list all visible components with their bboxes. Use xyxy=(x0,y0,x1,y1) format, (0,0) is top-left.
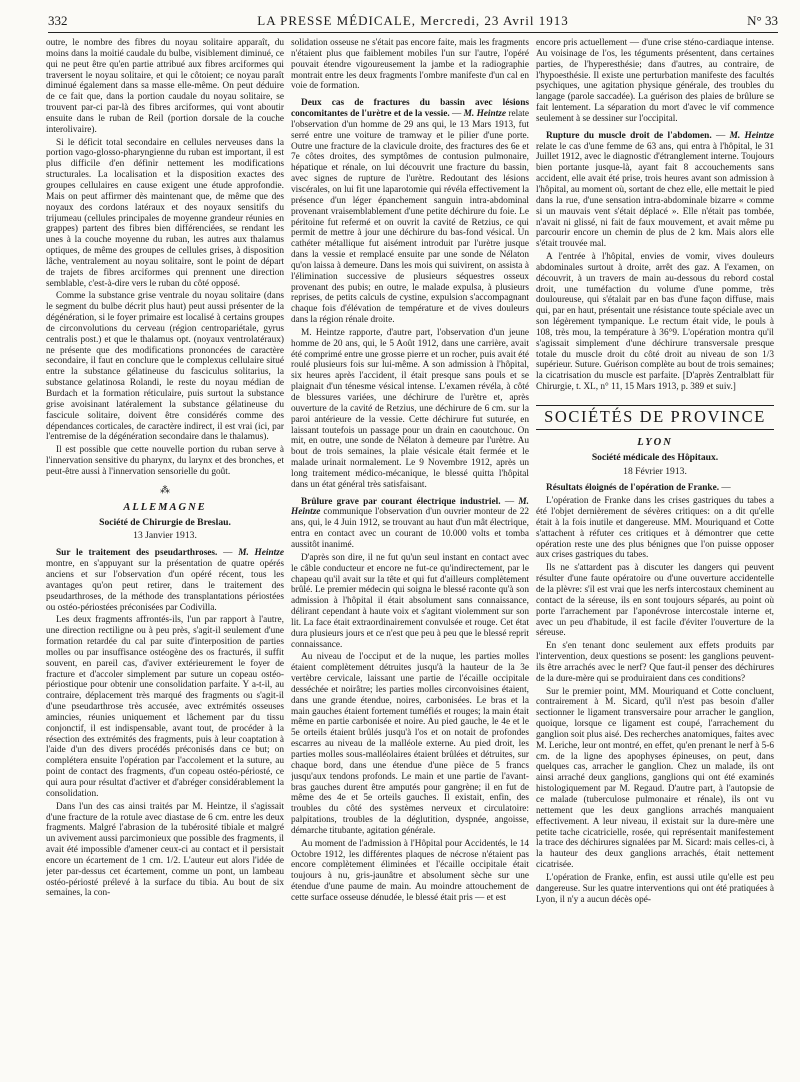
paragraph: Il est possible que cette nouvelle portion du ruban serve à l'innervation sensitive du pharynx, du larynx et des bronches, et peut-être aussi à l'innervation sensorielle du goût. xyxy=(46,445,284,477)
paragraph: Sur le premier point, MM. Mouriquand et Cotte concluent, contrairement à M. Sicard, qu'il n'est pas besoin d'aller sectionner le ligament transversaire pour arracher le ganglion, quoique, lorsque ce ligament est coupé, l'arrachement du ganglion soit plus aisé. Des recherches anatomiques, faites avec M. Leriche, leur ont montré, en effet, qu'en prenant le nerf à 5-6 cm. de la ligne des apophyses épineuses, on peut, dans quelques cas, arracher le ganglion. Chez un malade, ils ont ainsi arraché deux ganglions, ganglions qui ont été examinés histologiquement par M. Regaud. D'autre part, à l'autopsie de ce malade (tuberculose pulmonaire et rénale), ils ont vu nettement que les deux ganglions arrachés manquaient effectivement. A leur niveau, il existait sur la dure-mère une petite tache cicatricielle, rosée, qui représentait manifestement la trace des déchirures signalées par M. Sicard: mais celles-ci, à la hauteur des deux ganglions arrachés, était nettement cicatrisée. xyxy=(536,686,774,871)
session-date: 18 Février 1913. xyxy=(623,465,687,477)
article-text: relate l'observation d'un homme de 29 ans qui, le 13 Mars 1913, fut serré entre une voiture de tramway et le pilier d'une porte. Outre une fracture de la clavicule droite, des fractures des 6e et 7e côtes droites, des symptômes de contusion pulmonaire, hépatique et rénale, on lui découvrit une fracture du bassin, avec signes de rupture de l'urètre. Redoutant des lésions viscérales, on lui fit une laparotomie qui révéla effectivement la présence d'un léger épanchement sanguin intra-abdominal provenant vraisemblablement d'une petite déchirure du foie. Le péritoine fut refermé et on ouvrit la cavité de Retzius, ce qui permit de mettre à jour une déchirure du bas-fond vésical. Un cathéter métallique fut aisément introduit par l'urètre jusque dans la vessie et remplacé ensuite par une sonde de Nélaton qu'on laissa à demeure. Dans les mois qui suivirent, on assista à l'élimination successive de plusieurs séquestres osseux provenant des pubis; en outre, le malade expulsa, à plusieurs reprises, de petits calculs de cystine, expulsion s'accompagnant chaque fois d'élévation de température et de vives douleurs dans la région rénale droite. xyxy=(291,109,529,326)
paragraph: Au niveau de l'occiput et de la nuque, les parties molles étaient complètement détruites jusqu'à la hauteur de la 3e vertèbre cervicale, laissant une partie de l'écaille occipitale desséchée et noirâtre; les parties molles circonvoisines étaient, dans une grande étendue, noires, carbonisées. Le bras et la main gauches étaient fortement tuméfiés et rouges; la main était même en partie carbonisée et noire. Au pied gauche, le 4e et le 5e orteils étaient brûlés jusqu'à l'os et on notait de profondes escarres au niveau de la malléole externe. Au pied droit, les parties molles sous-malléolaires étaient brûlées et détruites, sur chaque bord, dans une étendue d'une pièce de 5 francs jusqu'aux tendons profonds. Le main et une partie de l'avant-bras gauches durent être amputés pour gangrène; il en fut de même des 4e et 5e orteils gauches. Il existait, enfin, des troubles du côté des systèmes nerveux et circulatoire: palpitations, troubles de la déglutition, dyspnée, angoisse, démarche titubante, agitation générale. xyxy=(291,652,529,836)
country-heading: ALLEMAGNE xyxy=(123,501,207,513)
paragraph: En s'en tenant donc seulement aux effets produits par l'intervention, deux questions se posent: les ganglions peuvent-ils être arrachés avec le nerf? Que faut-il penser des déchirures de la dure-mère qui se produiraient dans ces conditions? xyxy=(536,641,774,684)
journal-title: LA PRESSE MÉDICALE, Mercredi, 23 Avril 1913 xyxy=(257,13,569,28)
column-middle xyxy=(291,38,529,1068)
paragraph: Si le déficit total secondaire en cellules nerveuses dans la portion vago-glosso-pharyngienne du ruban est important, il est plus difficile d'en définir nettement les modifications structurales. La localisation et la disposition exactes des groupes cellulaires en cause exigent une étude approfondie. Mais on peut affirmer dès maintenant que, de même que des noyaux des cordons latéraux et des noyaux sensitifs du trijumeau (cellules principales de moyenne grandeur réunies en grappes) partent des fibres bien différenciées, se rendant les unes à la couche moyenne du ruban, les autres aux thalamus optiques, de même des groupes de cellules grises, à disposition lâche, ventralement au noyau solitaire, sont le point de départ de trajets de fibres arciformes qui prennent une direction semblable, c'est-à-dire vers le ruban du côté opposé. xyxy=(46,137,284,289)
dash: — xyxy=(719,483,731,494)
article-paragraph xyxy=(291,98,529,326)
article-text: relate le cas d'une femme de 63 ans, qui entra à l'hôpital, le 31 Juillet 1912, avec le diagnostic d'étranglement interne. Toujours bien portante jusque-là, ayant fait 8 accouchements sans accident, elle avait été prise, trois heures avant son admission à l'hôpital, au moment où, sortant de chez elle, elle mettait le pied dans la rue, d'une sensation intra-abdominale bizarre « comme si un mauvais vent s'était déplacé ». Elle n'était pas tombée, n'avait ni glissé, ni fait de faux mouvement, et avait même pu parcourir encore un chemin de plus de 2 km. Mais alors elle s'était trouvée mal. xyxy=(536,141,774,250)
article-paragraph xyxy=(291,497,529,551)
article-author: M. Heintze xyxy=(729,130,774,141)
article-title: Rupture du muscle droit de l'abdomen. xyxy=(546,130,712,141)
paragraph: A l'entrée à l'hôpital, envies de vomir, vives douleurs abdominales surtout à droite, arrêt des gaz. A l'examen, on découvrit, à un travers de main au-dessous du rebord costal droit, une tuméfaction du volume d'une pomme, très douloureuse, qui s'étalait par en bas d'une façon diffuse, mais qui, par en haut, présentait une résistance toute spéciale avec un son légèrement tympanique. Le rectum était vide, le pouls à 108, très mou, la température à 36°9. L'opération montra qu'il s'agissait simplement d'une déchirure transversale presque totale du muscle droit du côté droit au niveau de son 1/3 supérieur. Suture. Guérison complète au bout de trois semaines; la cicatrisation du muscle est parfaite. [D'après Zentralblatt für Chirurgie, t. XL, n° 11, 15 Mars 1913, p. 389 et suiv.] xyxy=(536,252,774,393)
dash: — xyxy=(217,548,239,559)
article-paragraph xyxy=(536,483,774,494)
paragraph: D'après son dire, il ne fut qu'un seul instant en contact avec le câble conducteur et encore ne fut-ce qu'indirectement, par le chapeau qu'il avait sur la tête et qui fut d'ailleurs complètement brûlé. Le premier médecin qui soigna le blessé raconte qu'à son admission à l'hôpital il était absolument sans connaissance, délirant cependant à haute voix et s'agitant violemment sur son lit. La face était extraordinairement convulsée et rouge. Cet état dura plusieurs jours et ce n'est que peu à peu que le blessé reprit connaissance. xyxy=(291,552,529,650)
article-text: montre, en s'appuyant sur la présentation de quatre opérés anciens et sur l'observation d'un opéré récent, tous les avantages qu'on peut retirer, dans le traitement des pseudarthroses, de la méthode des transplantations périostées ou ostéo-périostées préconisées par Codivilla. xyxy=(46,559,284,613)
article-paragraph xyxy=(46,548,284,613)
society-heading: Société médicale des Hôpitaux. xyxy=(591,451,719,463)
article-title: Résultats éloignés de l'opération de Franke. xyxy=(546,483,720,494)
column-left xyxy=(46,38,284,1068)
section-banner: SOCIÉTÉS DE PROVINCE xyxy=(536,405,774,430)
dash: — xyxy=(500,496,519,507)
paragraph: Comme la substance grise ventrale du noyau solitaire (dans le segment du bulbe décrit plus haut) peut aussi présenter de la dégénération, si le foyer primaire est localisé à certains groupes de circonvolutions du cerveau (région centropariétale, gyrus centralis post.) et que le thalamus opt. (noyaux ventrolatéraux) ne présente que des modifications prononcées de caractère secondaire, il faut en conclure que le complexus cellulaire situé entre la substance gélatineuse du fasciculus solitarius, la substance gelatinosa Rolandi, le reste du noyau médian de Burdach et la formation réticulaire, puis surtout la substance grise avoisinant latéralement la substance gélatineuse du fascicule solitaire, doivent être considérés comme des dépendances corticales, de caractère indirect, il est vrai (ici, par l'entremise de la dégénération secondaire dans le thalamus). xyxy=(46,291,284,443)
session-date: 13 Janvier 1913. xyxy=(133,530,197,542)
issue-number: N° 33 xyxy=(747,13,778,28)
paragraph: Ils ne s'attardent pas à discuter les dangers qui peuvent résulter d'une faute opératoire ou d'une ouverture accidentelle de la plèvre: s'il est vrai que les nerfs intercostaux cheminent au contact de la séreuse, ils en sont toujours séparés, au point où porte l'arrachement par l'aponévrose intercostale interne et, avec un peu d'habitude, il est facile d'éviter l'ouverture de la séreuse. xyxy=(536,563,774,639)
paragraph: Les deux fragments affrontés-ils, l'un par rapport à l'autre, une direction rectiligne ou à peu près, s'agit-il seulement d'une formation retardée du cal par suite d'interposition de parties molles ou par insuffisance ostéogène des os fracturés, il suffit souvent, en pareil cas, d'aviver extérieurement le foyer de fracture et d'accoler simplement par suture un copeau ostéo-périostique pour obtenir une consolidation parfaite. Y a-t-il, au contraire, déplacement très marqué des fragments ou s'agit-il d'une pseudarthrose très accusée, avec extrémités osseuses amincies, réunies uniquement et lâchement par du tissu conjonctif, il est indispensable, avant tout, de procéder à la résection des extrémités des fragments, puis à leur coaptation à l'aide d'un des divers procédés préconisés dans ce but; on complétera ensuite l'opération par l'accolement et la suture, au point de contact des fragments, d'un copeau ostéo-périosté, ce qui aura pour résultat d'activer et d'abréger considérablement la consolidation. xyxy=(46,615,284,799)
article-title: Sur le traitement des pseudarthroses. xyxy=(56,548,218,559)
section-separator: ⁂ xyxy=(160,484,170,496)
paragraph: L'opération de Franke dans les crises gastriques du tabes a été l'objet dernièrement de sévères critiques: on a dit qu'elle était à la fois inutile et dangereuse. MM. Mouriquand et Cotte s'attachent à réfuter ces critiques et à démontrer que cette opération reste une des plus bénignes que l'on puisse opposer aux crises gastriques du tabes. xyxy=(536,496,774,561)
paragraph: L'opération de Franke, enfin, est aussi utile qu'elle est peu dangereuse. Sur les quatre interventions qui ont été pratiquées à Lyon, il n'y a aucun décès opé- xyxy=(536,872,774,905)
dash: — xyxy=(449,109,464,120)
article-author: M. Heintze xyxy=(463,109,507,120)
paragraph: Au moment de l'admission à l'Hôpital pour Accidentés, le 14 Octobre 1912, les différentes plaques de nécrose n'étaient pas encore complètement éliminées et l'écaille occipitale était toujours à nu, gris-jaunâtre et absolument sèche sur une étendue d'une paume de main. Au moindre attouchement de cette surface osseuse dénudée, le blessé était pris — et est xyxy=(291,838,529,903)
city-heading: LYON xyxy=(637,436,673,448)
page-number: 332 xyxy=(48,13,68,28)
article-text: communique l'observation d'un ouvrier monteur de 22 ans, qui, le 4 Juin 1912, se trouvant au haut d'un mât électrique, entra en contact avec un courant de 10.000 volts et tomba aussitôt inanimé. xyxy=(291,507,529,550)
society-heading: Société de Chirurgie de Breslau. xyxy=(99,516,231,528)
paragraph: outre, le nombre des fibres du noyau solitaire apparaît, du moins dans la moitié caudale du bulbe, visiblement diminué, ce qui ne peut être qu'en partie attribué aux fibres arciformes qui traversent le noyau solitaire, et qui le côtoient; ce noyau paraît diminué également dans sa masse elle-même. On peut déduire de ce fait que, dans la portion caudale du noyau solitaire, se trouvent par-ci par-là des fibres arciformes, qui vont aboutir ensuite dans le ruban de Reil (portion dorsale de la couche interolivaire). xyxy=(46,38,284,135)
paragraph: M. Heintze rapporte, d'autre part, l'observation d'un jeune homme de 20 ans, qui, le 5 Août 1912, dans une carrière, avait été comprimé entre une grosse pierre et un rocher, puis avait été roulé plusieurs fois sur lui-même. A son admission à l'hôpital, six heures après l'accident, il était presque sans pouls et se plaignait d'un ténesme vésical intense. L'examen révéla, à côté de blessures variées, une déchirure de l'urètre et, après ouverture de la cavité de Retzius, une déchirure de 6 cm. sur la paroi antérieure de la vessie. Cette déchirure fut suturée, en laissant toutefois un passage pour un drain en caoutchouc. On mit, en outre, une sonde de Nélaton à demeure par l'urètre. Au bout de trois semaines, la plaie vésicale était fermée et le malade urinait normalement. Le 9 Novembre 1912, après un long traitement médico-mécanique, le blessé quitta l'hôpital dans un état général très satisfaisant. xyxy=(291,327,529,490)
article-author: M. Heintze xyxy=(238,548,284,559)
article-author: M. Heintze xyxy=(291,496,529,518)
article-title: Brûlure grave par courant électrique industriel. xyxy=(301,496,501,507)
article-paragraph xyxy=(536,131,774,250)
page-header xyxy=(48,10,778,33)
article-title: Deux cas de fractures du bassin avec lésions concomitantes de l'urètre et de la vessie. xyxy=(291,98,529,120)
column-right xyxy=(536,38,774,1068)
paragraph: encore pris actuellement — d'une crise sténo-cardiaque intense. Au voisinage de l'os, les téguments présentent, dans certaines parties, de l'hyperesthésie; dans d'autres, au contraire, de l'hypoesthésie. Il existe une perturbation manifeste des facultés psychiques, une agitation physique générale, des troubles du langage (parole saccadée). La guérison des plaies de brûlure se fait lentement. La séparation du mort d'avec le vif commence seulement à se dessiner sur l'occipital. xyxy=(536,38,774,124)
paragraph: solidation osseuse ne s'était pas encore faite, mais les fragments n'étaient plus que faiblement mobiles l'un sur l'autre, l'opéré pouvait étendre vigoureusement la jambe et la radiographie montrait entre les deux fragments l'ombre manifeste d'un cal en voie de formation. xyxy=(291,38,529,92)
dash: — xyxy=(711,130,730,141)
paragraph: Dans l'un des cas ainsi traités par M. Heintze, il s'agissait d'une fracture de la rotule avec diastase de 6 cm. entre les deux fragments. Malgré l'abrasion de la tubérosité tibiale et malgré un avivement aussi parcimonieux que possible des fragments, il avait été impossible d'amener ceux-ci au contact et il persistait encore un écartement de 1 cm. 1/2. L'auteur eut alors l'idée de jeter par-dessus cet écartement, comme un pont, un lambeau ostéo-périosté prélevé à la surface du tibia. Au bout de six semaines, la con- xyxy=(46,801,284,899)
